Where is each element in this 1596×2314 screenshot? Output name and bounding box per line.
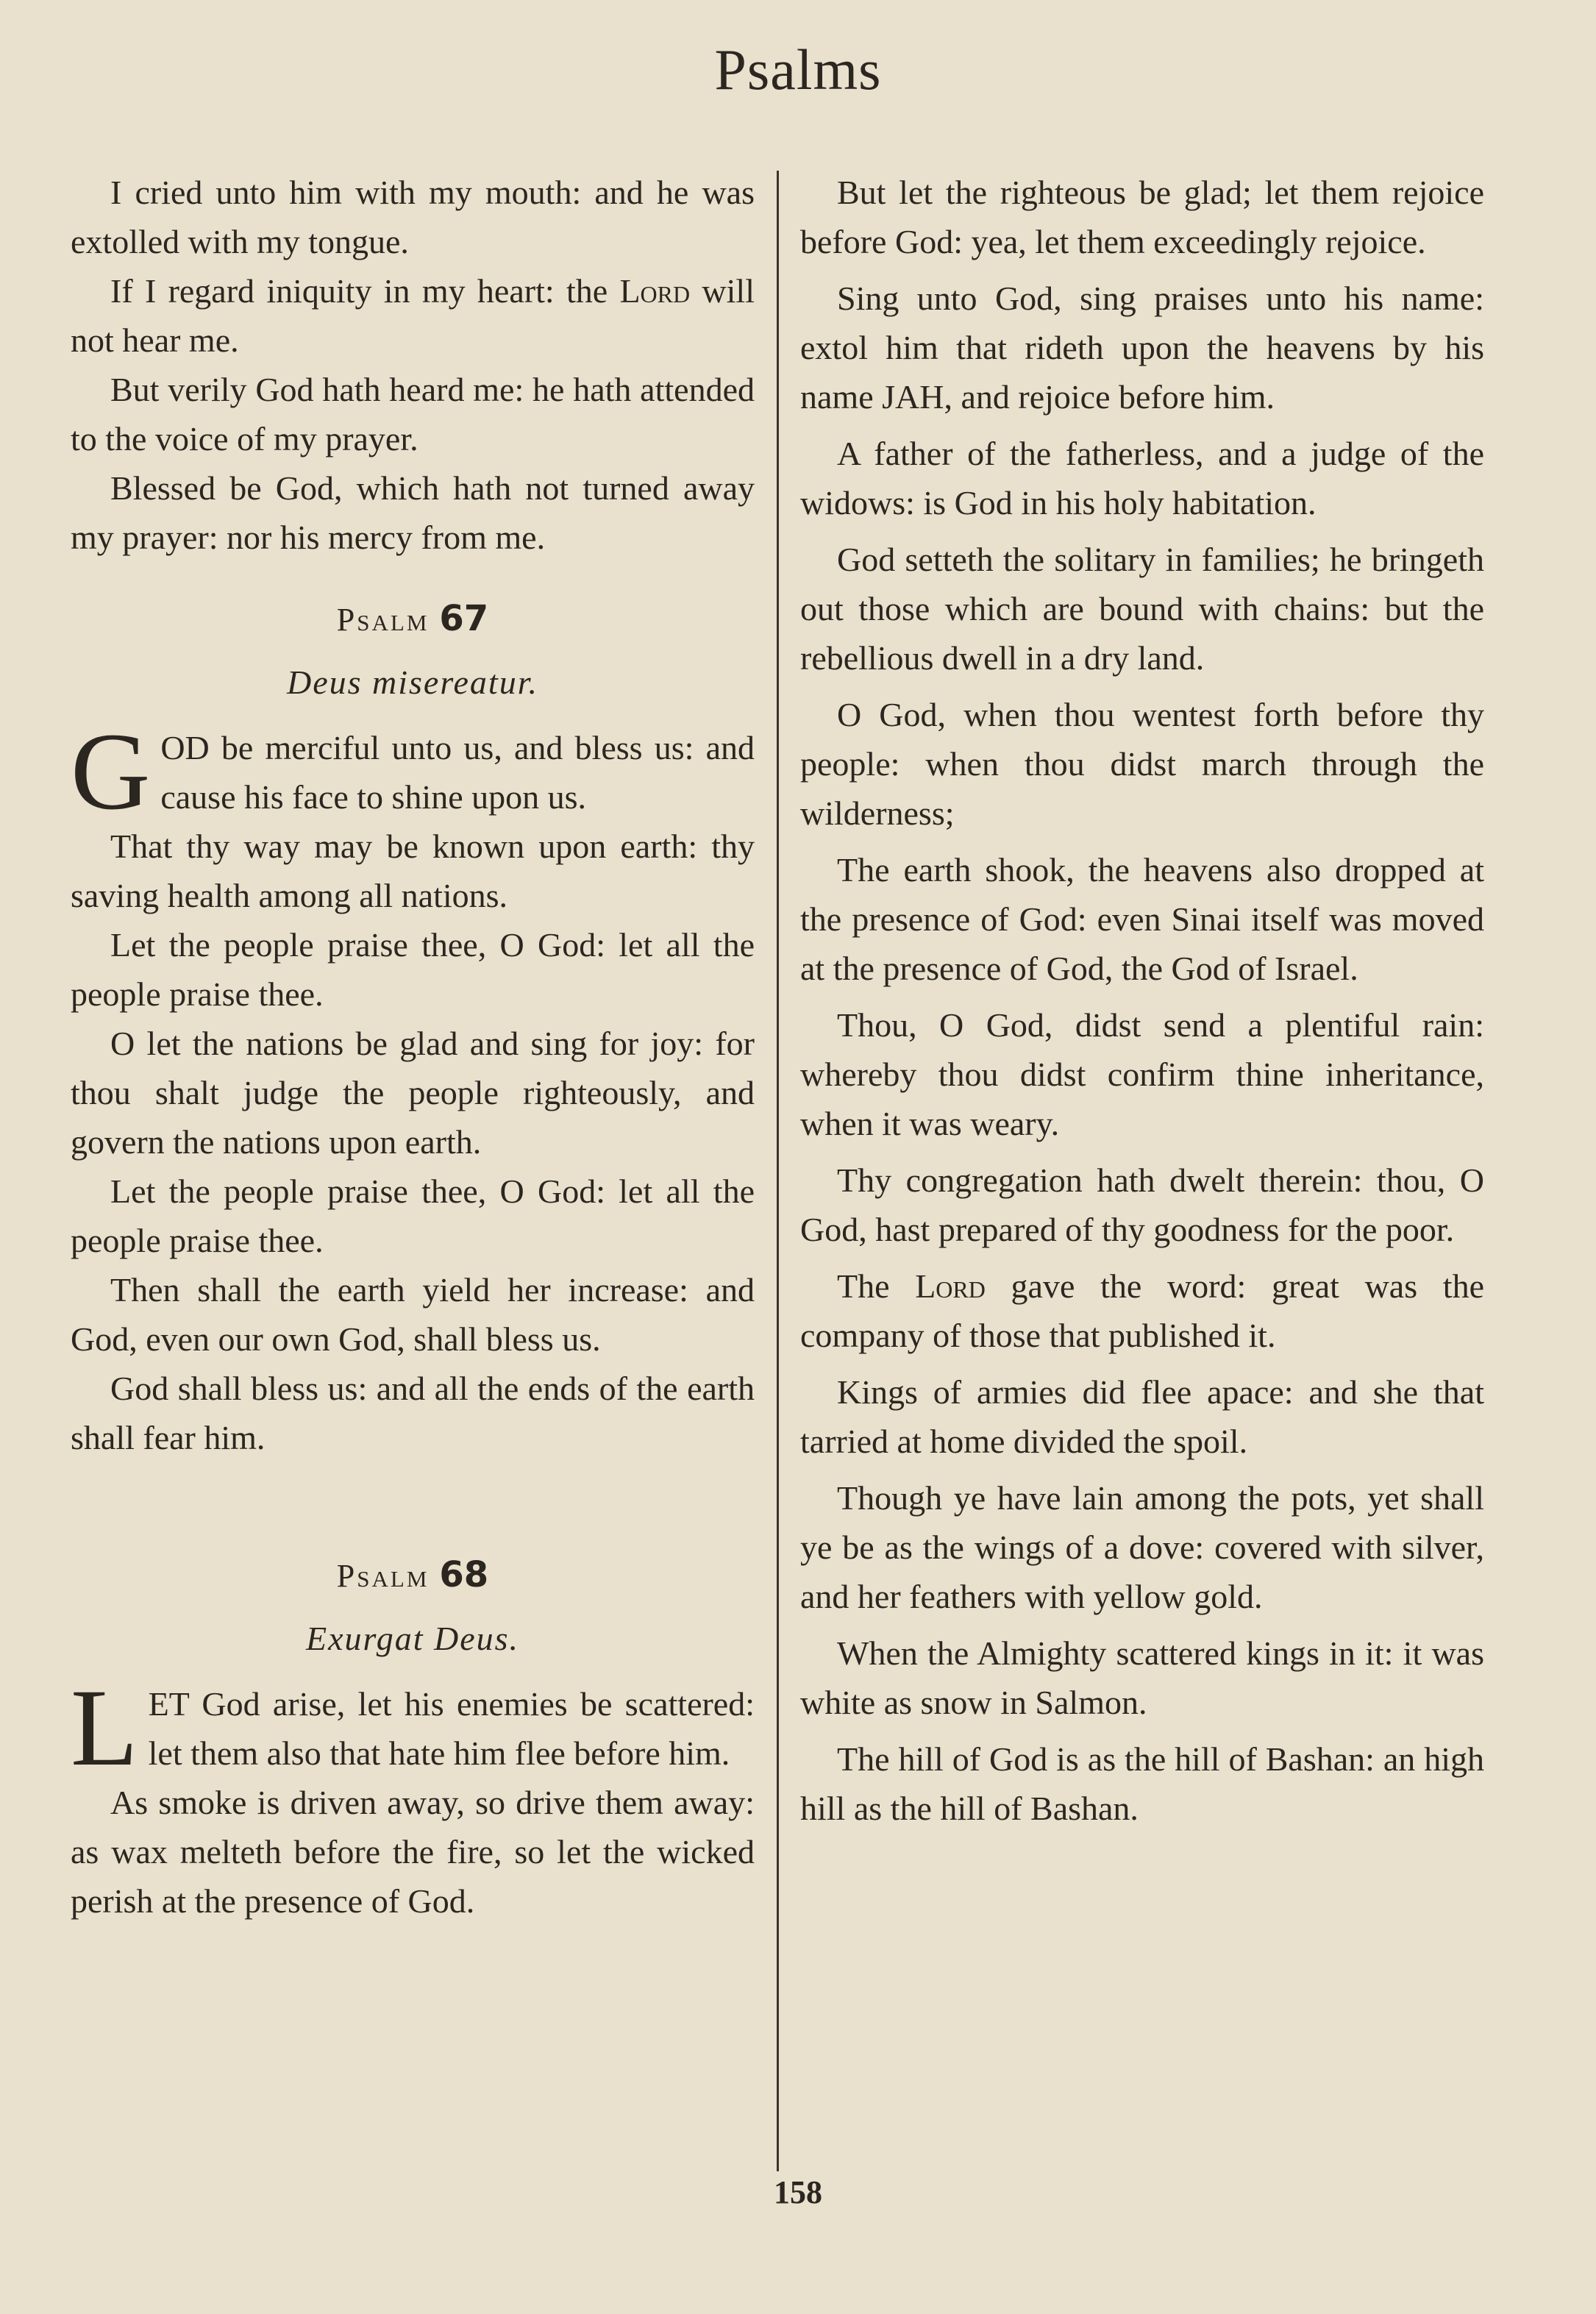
verse-text: Kings of armies did flee apace: and she that tarried at home divided the spoil. xyxy=(800,1373,1484,1460)
verse xyxy=(800,168,1484,266)
verse-text: Sing unto God, sing praises unto his name: extol him that rideth upon the heavens by his name JAH, and rejoice before him. xyxy=(800,280,1484,416)
verse: Let the people praise thee, O God: let all the people praise thee. xyxy=(71,926,755,1013)
running-head: Psalms xyxy=(714,38,882,102)
verse xyxy=(800,429,1484,527)
verse xyxy=(800,1734,1484,1833)
verse xyxy=(71,266,755,365)
verse-text: Thy congregation hath dwelt therein: thou, O God, hast prepared of thy goodness for the poor. xyxy=(800,1161,1484,1248)
page-number: 158 xyxy=(774,2174,822,2210)
divine-name: Lord xyxy=(619,272,691,310)
verse-text: O God, when thou wentest forth before thy people: when thou didst march through the wilderness; xyxy=(800,696,1484,832)
divine-name: Lord xyxy=(915,1267,986,1305)
drop-cap: G xyxy=(71,711,151,833)
verse xyxy=(800,1156,1484,1254)
left-column xyxy=(71,168,755,1926)
psalm-68-verses xyxy=(71,1778,755,1926)
psalm-number: 68 xyxy=(439,1554,489,1595)
verse-text: Though ye have lain among the pots, yet shall ye be as the wings of a dove: covered with silver, and her feathers with yellow gold. xyxy=(800,1479,1484,1615)
verse-text: The xyxy=(837,1267,916,1305)
verse-text: A father of the fatherless, and a judge of the widows: is God in his holy habitation. xyxy=(800,435,1484,521)
verse: Let the people praise thee, O God: let all the people praise thee. xyxy=(71,1172,755,1259)
verse-text: I cried unto him with my mouth: and he was extolled with my tongue. xyxy=(71,174,755,260)
psalm-68-first-verse xyxy=(71,1667,755,1789)
verse-text: If I regard iniquity in my heart: the xyxy=(110,272,620,310)
psalm-67-verses xyxy=(71,822,755,1462)
verse-text: When the Almighty scattered kings in it: it was white as snow in Salmon. xyxy=(800,1634,1484,1721)
opening-verses xyxy=(71,168,755,562)
verse xyxy=(800,1367,1484,1466)
psalm-67-subtitle: Deus misereatur. xyxy=(286,663,539,701)
verse-text: OD be merciful unto us, and bless us: and cause his face to shine upon us. xyxy=(160,729,755,816)
verse xyxy=(800,1261,1484,1360)
verse xyxy=(800,1000,1484,1148)
verse-text: Blessed be God, which hath not turned away my prayer: nor his mercy from me. xyxy=(71,469,755,556)
verse: As smoke is driven away, so drive them away: as wax melteth before the fire, so let the wicked perish at the presence of God. xyxy=(71,1784,755,1920)
verse xyxy=(800,1473,1484,1621)
verse xyxy=(71,463,755,562)
verse-text: ET God arise, let his enemies be scattered: let them also that hate him flee before him. xyxy=(148,1685,755,1772)
psalm-68-heading xyxy=(71,1551,755,1601)
verse-text: The hill of God is as the hill of Bashan: an high hill as the hill of Bashan. xyxy=(800,1740,1484,1827)
verse: O let the nations be glad and sing for joy: for thou shalt judge the people righteously, and govern the nations upon earth. xyxy=(71,1025,755,1161)
verse-text: But let the righteous be glad; let them rejoice before God: yea, let them exceedingly rejoice. xyxy=(800,174,1484,260)
verse: God shall bless us: and all the ends of the earth shall fear him. xyxy=(71,1370,755,1456)
drop-cap: L xyxy=(71,1667,138,1789)
verse xyxy=(800,690,1484,838)
verse-text: gave the word: great was the company of those that published it. xyxy=(800,1267,1484,1354)
verse-text: God setteth the solitary in families; he bringeth out those which are bound with chains: but the rebellious dwell in a dry land. xyxy=(800,541,1484,677)
verse-text: The earth shook, the heavens also dropped at the presence of God: even Sinai itself was moved at the presence of God, the God of Israel. xyxy=(800,851,1484,987)
verse-text: But verily God hath heard me: he hath attended to the voice of my prayer. xyxy=(71,371,755,458)
verse xyxy=(71,365,755,463)
verse-text: will not hear me. xyxy=(71,272,755,359)
verse-text: Thou, O God, didst send a plentiful rain: whereby thou didst confirm thine inheritance, when it was weary. xyxy=(800,1006,1484,1142)
psalm-67-heading xyxy=(71,594,755,644)
verse xyxy=(800,1628,1484,1727)
psalm-number: 67 xyxy=(439,598,489,639)
psalm-label: Psalm xyxy=(336,602,430,638)
psalm-68-subtitle: Exurgat Deus. xyxy=(305,1620,520,1657)
verse xyxy=(800,274,1484,421)
verse: Then shall the earth yield her increase: and God, even our own God, shall bless us. xyxy=(71,1271,755,1358)
column-rule xyxy=(777,171,779,2171)
verse xyxy=(800,535,1484,683)
right-column xyxy=(800,168,1484,1840)
verse: That thy way may be known upon earth: thy saving health among all nations. xyxy=(71,827,755,914)
verse xyxy=(71,168,755,266)
psalm-label: Psalm xyxy=(336,1558,430,1594)
verse xyxy=(800,845,1484,993)
psalm-67-first-verse xyxy=(71,711,755,833)
